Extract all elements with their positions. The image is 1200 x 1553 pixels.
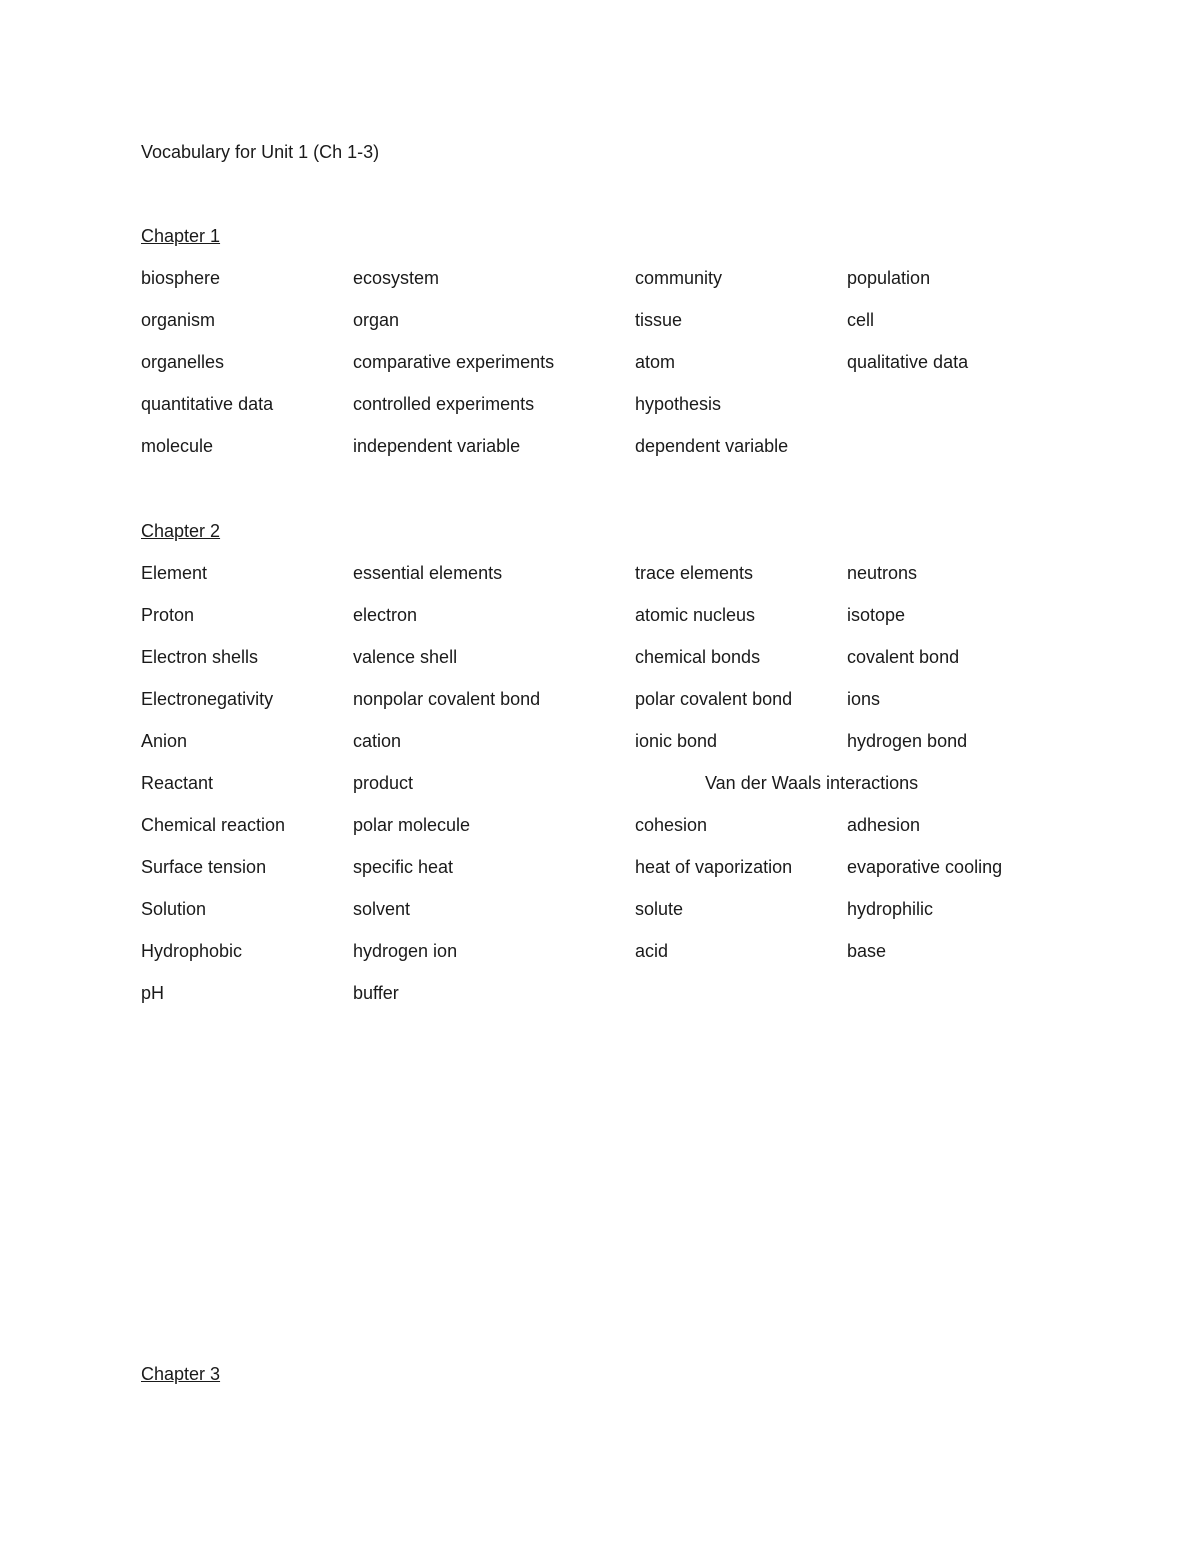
vocab-term: solvent	[353, 899, 411, 919]
vocab-term: essential elements	[353, 563, 503, 583]
vocab-term: organ	[353, 310, 400, 330]
vocab-term: molecule	[141, 436, 214, 456]
vocab-term: adhesion	[847, 815, 921, 835]
vocab-term: cation	[353, 731, 402, 751]
vocab-term: electron	[353, 605, 418, 625]
chapter-1-vocab-table	[141, 266, 1081, 476]
vocab-term: solute	[635, 899, 684, 919]
vocab-term: ions	[847, 689, 881, 709]
vocab-term: Element	[141, 563, 208, 583]
document-title: Vocabulary for Unit 1 (Ch 1-3)	[141, 142, 380, 162]
vocab-term: population	[847, 268, 931, 288]
vocab-term: buffer	[353, 983, 399, 1003]
vocab-term: trace elements	[635, 563, 754, 583]
vocab-term: quantitative data	[141, 394, 274, 414]
vocab-term: hydrogen ion	[353, 941, 458, 961]
vocab-term: base	[847, 941, 887, 961]
vocab-term: cohesion	[635, 815, 708, 835]
vocab-row	[141, 687, 1081, 729]
vocab-term: polar molecule	[353, 815, 471, 835]
chapter-2-vocab-table	[141, 561, 1081, 1023]
vocab-term: nonpolar covalent bond	[353, 689, 541, 709]
vocab-term: dependent variable	[635, 436, 789, 456]
vocab-term: Hydrophobic	[141, 941, 243, 961]
vocab-term: Surface tension	[141, 857, 267, 877]
vocab-row	[141, 266, 1081, 308]
vocab-row	[141, 981, 1081, 1023]
vocab-row	[141, 855, 1081, 897]
vocab-term: polar covalent bond	[635, 689, 793, 709]
vocab-row	[141, 308, 1081, 350]
vocab-row	[141, 645, 1081, 687]
vocab-row	[141, 897, 1081, 939]
vocab-term: isotope	[847, 605, 906, 625]
vocab-row	[141, 813, 1081, 855]
chapter-3-heading: Chapter 3	[141, 1364, 221, 1384]
vocab-term: Anion	[141, 731, 188, 751]
vocab-term: acid	[635, 941, 669, 961]
chapter-2-heading: Chapter 2	[141, 521, 221, 541]
vocab-term: organelles	[141, 352, 225, 372]
vocab-term: specific heat	[353, 857, 454, 877]
vocab-term: heat of vaporization	[635, 857, 793, 877]
vocab-term: Solution	[141, 899, 207, 919]
vocab-term: Electron shells	[141, 647, 259, 667]
vocab-row	[141, 561, 1081, 603]
vocab-term: evaporative cooling	[847, 857, 1003, 877]
vocab-row	[141, 392, 1081, 434]
vocab-term: atomic nucleus	[635, 605, 756, 625]
vocab-term: biosphere	[141, 268, 221, 288]
vocab-row	[141, 603, 1081, 645]
vocab-term: tissue	[635, 310, 683, 330]
vocab-term: chemical bonds	[635, 647, 761, 667]
vocab-term: hydrophilic	[847, 899, 934, 919]
vocab-term: atom	[635, 352, 676, 372]
vocab-term: ionic bond	[635, 731, 718, 751]
chapter-1-heading: Chapter 1	[141, 226, 221, 246]
vocab-term: community	[635, 268, 723, 288]
vocab-term: Proton	[141, 605, 195, 625]
vocab-term: organism	[141, 310, 216, 330]
vocab-term: Chemical reaction	[141, 815, 286, 835]
vocab-term: hypothesis	[635, 394, 722, 414]
vocab-term: cell	[847, 310, 875, 330]
vocab-term: product	[353, 773, 414, 793]
vocab-term: Reactant	[141, 773, 214, 793]
vocab-term: pH	[141, 983, 165, 1003]
vocab-row	[141, 729, 1081, 771]
vocab-term: ecosystem	[353, 268, 440, 288]
vocab-term: comparative experiments	[353, 352, 555, 372]
vocab-term: valence shell	[353, 647, 458, 667]
vocab-term: qualitative data	[847, 352, 969, 372]
vocab-row	[141, 434, 1081, 476]
vocab-term: independent variable	[353, 436, 521, 456]
vocab-term: covalent bond	[847, 647, 960, 667]
vocab-term: controlled experiments	[353, 394, 535, 414]
vocab-row	[141, 771, 1081, 813]
vocab-term: hydrogen bond	[847, 731, 968, 751]
vocab-term: Van der Waals interactions	[705, 773, 919, 793]
vocab-term: neutrons	[847, 563, 918, 583]
vocab-row	[141, 350, 1081, 392]
vocab-row	[141, 939, 1081, 981]
vocab-term: Electronegativity	[141, 689, 274, 709]
